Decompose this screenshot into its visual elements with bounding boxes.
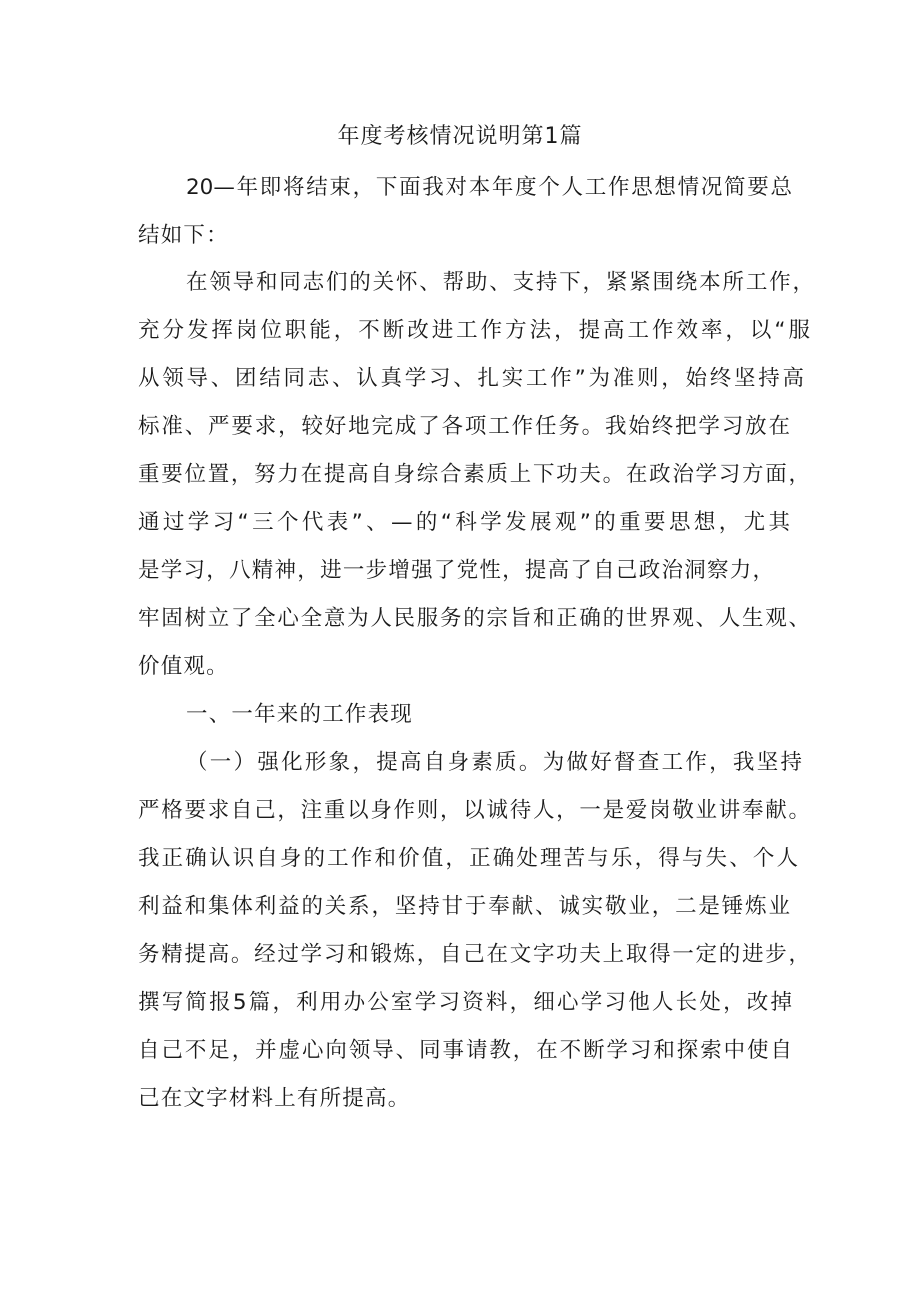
- section-heading: 一、一年来的工作表现: [186, 702, 414, 727]
- text-line: 充分发挥岗位职能，不断改进工作方法，提高工作效率，以“服: [138, 318, 810, 343]
- text-line: 重要位置，努力在提高自身综合素质上下功夫。在政治学习方面，: [138, 462, 810, 487]
- text-line: 结如下：: [138, 223, 229, 248]
- text-line: 价值观。: [138, 654, 229, 679]
- text-line: 利益和集体利益的关系，坚持甘于奉献、诚实敬业，二是锤炼业: [138, 894, 790, 919]
- text-line: 我正确认识自身的工作和价值，正确处理苦与乐，得与失、个人: [138, 846, 798, 871]
- text-line: 从领导、团结同志、认真学习、扎实工作”为准则，始终坚持高: [138, 366, 804, 391]
- text-line: 20—年即将结束，下面我对本年度个人工作思想情况简要总: [186, 175, 792, 200]
- text-line: 严格要求自己，注重以身作则，以诚待人，一是爱岗敬业讲奉献。: [138, 798, 810, 823]
- text-line: 撰写简报5篇，利用办公室学习资料，细心学习他人长处，改掉: [138, 990, 792, 1015]
- text-line: 在领导和同志们的关怀、帮助、支持下，紧紧围绕本所工作，: [186, 270, 814, 295]
- text-line: 通过学习“三个代表”、—的“科学发展观”的重要思想，尤其: [138, 510, 790, 535]
- text-line: 自己不足，并虚心向领导、同事请教，在不断学习和探索中使自: [138, 1038, 792, 1063]
- text-line: 己在文字材料上有所提高。: [138, 1086, 411, 1111]
- document-title: 年度考核情况说明第1篇: [337, 124, 583, 149]
- text-line: （一）强化形象，提高自身素质。为做好督查工作，我坚持: [186, 750, 802, 775]
- text-line: 是学习，八精神，进一步增强了党性，提高了自己政治洞察力，: [138, 558, 774, 583]
- text-line: 牢固树立了全心全意为人民服务的宗旨和正确的世界观、人生观、: [138, 606, 810, 631]
- text-line: 标准、严要求，较好地完成了各项工作任务。我始终把学习放在: [138, 414, 790, 439]
- text-line: 务精提高。经过学习和锻炼，自己在文字功夫上取得一定的进步，: [138, 942, 810, 967]
